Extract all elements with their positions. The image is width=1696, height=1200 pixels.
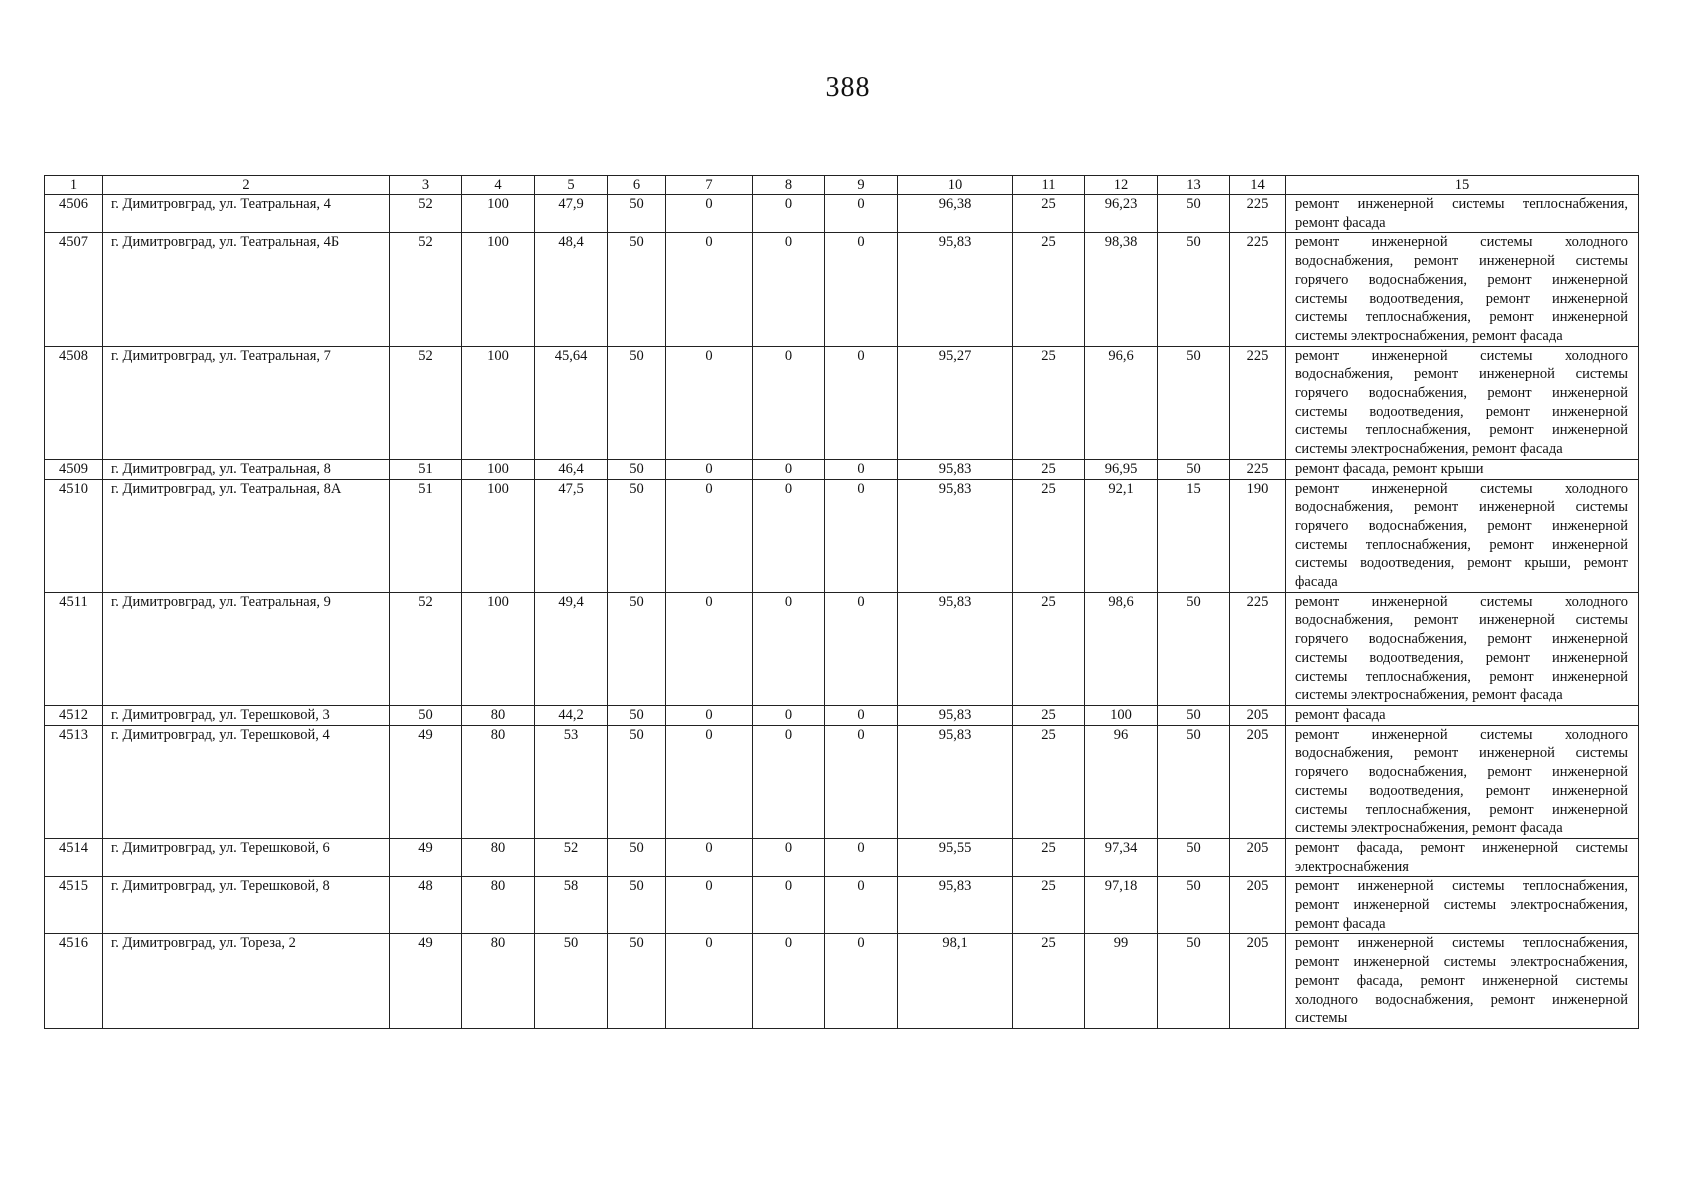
column-number: 13 bbox=[1158, 176, 1230, 195]
address-cell: г. Димитровград, ул. Театральная, 8 bbox=[103, 459, 390, 479]
value-cell-10: 95,83 bbox=[898, 877, 1013, 934]
value-cell-10: 95,83 bbox=[898, 725, 1013, 838]
repair-works-cell: ремонт инженерной системы теплоснабжения, ремонт инженерной системы электроснабжения, ремонт фасада bbox=[1286, 877, 1639, 934]
value-cell-9: 0 bbox=[825, 346, 898, 459]
value-cell-4: 100 bbox=[462, 479, 535, 592]
value-cell-3: 52 bbox=[390, 346, 462, 459]
value-cell-9: 0 bbox=[825, 459, 898, 479]
value-cell-7: 0 bbox=[666, 479, 753, 592]
address-cell: г. Димитровград, ул. Терешковой, 6 bbox=[103, 838, 390, 876]
repair-works-cell: ремонт инженерной системы холодного водоснабжения, ремонт инженерной системы горячего водоснабжения, ремонт инженерной системы водоотведения, ремонт инженерной системы теплоснабжения, ремонт инженерной системы электроснабжения, ремонт фасада bbox=[1286, 233, 1639, 346]
table-row bbox=[45, 838, 1639, 876]
value-cell-5: 45,64 bbox=[535, 346, 608, 459]
value-cell-8: 0 bbox=[753, 346, 825, 459]
table-row bbox=[45, 705, 1639, 725]
value-cell-11: 25 bbox=[1013, 346, 1085, 459]
value-cell-12: 92,1 bbox=[1085, 479, 1158, 592]
column-number: 12 bbox=[1085, 176, 1158, 195]
table-row bbox=[45, 346, 1639, 459]
repair-works-cell: ремонт фасада bbox=[1286, 705, 1639, 725]
value-cell-7: 0 bbox=[666, 592, 753, 705]
value-cell-8: 0 bbox=[753, 725, 825, 838]
value-cell-3: 50 bbox=[390, 705, 462, 725]
address-cell: г. Димитровград, ул. Театральная, 4Б bbox=[103, 233, 390, 346]
total-score-cell: 190 bbox=[1230, 479, 1286, 592]
value-cell-13: 50 bbox=[1158, 838, 1230, 876]
value-cell-7: 0 bbox=[666, 346, 753, 459]
value-cell-7: 0 bbox=[666, 459, 753, 479]
row-number-cell: 4511 bbox=[45, 592, 103, 705]
row-number-cell: 4509 bbox=[45, 459, 103, 479]
value-cell-5: 58 bbox=[535, 877, 608, 934]
table-header bbox=[45, 176, 1639, 195]
value-cell-11: 25 bbox=[1013, 459, 1085, 479]
value-cell-9: 0 bbox=[825, 592, 898, 705]
total-score-cell: 205 bbox=[1230, 934, 1286, 1029]
repair-works-cell: ремонт фасада, ремонт инженерной системы электроснабжения bbox=[1286, 838, 1639, 876]
value-cell-5: 44,2 bbox=[535, 705, 608, 725]
page-number: 388 bbox=[825, 72, 871, 103]
column-number: 15 bbox=[1286, 176, 1639, 195]
value-cell-9: 0 bbox=[825, 195, 898, 233]
address-cell: г. Димитровград, ул. Терешковой, 4 bbox=[103, 725, 390, 838]
value-cell-4: 100 bbox=[462, 346, 535, 459]
table-row bbox=[45, 877, 1639, 934]
value-cell-11: 25 bbox=[1013, 838, 1085, 876]
value-cell-3: 52 bbox=[390, 592, 462, 705]
column-number: 3 bbox=[390, 176, 462, 195]
value-cell-10: 95,83 bbox=[898, 479, 1013, 592]
value-cell-8: 0 bbox=[753, 877, 825, 934]
value-cell-8: 0 bbox=[753, 195, 825, 233]
value-cell-7: 0 bbox=[666, 195, 753, 233]
value-cell-5: 48,4 bbox=[535, 233, 608, 346]
row-number-cell: 4513 bbox=[45, 725, 103, 838]
repair-works-cell: ремонт инженерной системы теплоснабжения, ремонт фасада bbox=[1286, 195, 1639, 233]
value-cell-9: 0 bbox=[825, 233, 898, 346]
row-number-cell: 4516 bbox=[45, 934, 103, 1029]
address-cell: г. Димитровград, ул. Театральная, 7 bbox=[103, 346, 390, 459]
total-score-cell: 225 bbox=[1230, 592, 1286, 705]
value-cell-6: 50 bbox=[608, 592, 666, 705]
value-cell-6: 50 bbox=[608, 877, 666, 934]
address-cell: г. Димитровград, ул. Терешковой, 8 bbox=[103, 877, 390, 934]
value-cell-6: 50 bbox=[608, 346, 666, 459]
value-cell-3: 52 bbox=[390, 233, 462, 346]
value-cell-10: 95,55 bbox=[898, 838, 1013, 876]
value-cell-10: 98,1 bbox=[898, 934, 1013, 1029]
row-number-cell: 4508 bbox=[45, 346, 103, 459]
value-cell-5: 49,4 bbox=[535, 592, 608, 705]
value-cell-5: 50 bbox=[535, 934, 608, 1029]
value-cell-5: 47,9 bbox=[535, 195, 608, 233]
column-number: 10 bbox=[898, 176, 1013, 195]
value-cell-4: 100 bbox=[462, 233, 535, 346]
value-cell-11: 25 bbox=[1013, 705, 1085, 725]
value-cell-9: 0 bbox=[825, 479, 898, 592]
value-cell-10: 95,27 bbox=[898, 346, 1013, 459]
value-cell-12: 97,18 bbox=[1085, 877, 1158, 934]
value-cell-7: 0 bbox=[666, 838, 753, 876]
total-score-cell: 205 bbox=[1230, 725, 1286, 838]
value-cell-12: 96 bbox=[1085, 725, 1158, 838]
value-cell-12: 98,38 bbox=[1085, 233, 1158, 346]
column-number: 1 bbox=[45, 176, 103, 195]
table-row bbox=[45, 195, 1639, 233]
value-cell-7: 0 bbox=[666, 877, 753, 934]
address-cell: г. Димитровград, ул. Театральная, 8А bbox=[103, 479, 390, 592]
value-cell-8: 0 bbox=[753, 705, 825, 725]
total-score-cell: 205 bbox=[1230, 838, 1286, 876]
address-cell: г. Димитровград, ул. Тореза, 2 bbox=[103, 934, 390, 1029]
value-cell-3: 52 bbox=[390, 195, 462, 233]
row-number-cell: 4512 bbox=[45, 705, 103, 725]
value-cell-4: 80 bbox=[462, 934, 535, 1029]
value-cell-13: 50 bbox=[1158, 459, 1230, 479]
value-cell-13: 50 bbox=[1158, 592, 1230, 705]
value-cell-10: 95,83 bbox=[898, 592, 1013, 705]
table-row bbox=[45, 479, 1639, 592]
column-number: 4 bbox=[462, 176, 535, 195]
value-cell-11: 25 bbox=[1013, 934, 1085, 1029]
value-cell-11: 25 bbox=[1013, 233, 1085, 346]
value-cell-12: 98,6 bbox=[1085, 592, 1158, 705]
value-cell-3: 49 bbox=[390, 934, 462, 1029]
value-cell-8: 0 bbox=[753, 479, 825, 592]
table-row bbox=[45, 459, 1639, 479]
table-body bbox=[45, 195, 1639, 1029]
total-score-cell: 225 bbox=[1230, 346, 1286, 459]
table-row bbox=[45, 233, 1639, 346]
value-cell-6: 50 bbox=[608, 838, 666, 876]
value-cell-10: 95,83 bbox=[898, 705, 1013, 725]
column-number: 14 bbox=[1230, 176, 1286, 195]
value-cell-12: 100 bbox=[1085, 705, 1158, 725]
address-cell: г. Димитровград, ул. Театральная, 4 bbox=[103, 195, 390, 233]
value-cell-11: 25 bbox=[1013, 592, 1085, 705]
value-cell-6: 50 bbox=[608, 195, 666, 233]
value-cell-13: 50 bbox=[1158, 346, 1230, 459]
value-cell-9: 0 bbox=[825, 934, 898, 1029]
value-cell-8: 0 bbox=[753, 838, 825, 876]
value-cell-12: 99 bbox=[1085, 934, 1158, 1029]
value-cell-9: 0 bbox=[825, 725, 898, 838]
value-cell-4: 80 bbox=[462, 725, 535, 838]
value-cell-3: 51 bbox=[390, 459, 462, 479]
value-cell-5: 46,4 bbox=[535, 459, 608, 479]
value-cell-7: 0 bbox=[666, 233, 753, 346]
value-cell-13: 50 bbox=[1158, 705, 1230, 725]
repair-works-cell: ремонт инженерной системы холодного водоснабжения, ремонт инженерной системы горячего водоснабжения, ремонт инженерной системы водоотведения, ремонт инженерной системы теплоснабжения, ремонт инженерной системы электроснабжения, ремонт фасада bbox=[1286, 592, 1639, 705]
value-cell-10: 95,83 bbox=[898, 233, 1013, 346]
column-number: 2 bbox=[103, 176, 390, 195]
value-cell-3: 48 bbox=[390, 877, 462, 934]
value-cell-4: 100 bbox=[462, 195, 535, 233]
value-cell-4: 80 bbox=[462, 877, 535, 934]
row-number-cell: 4515 bbox=[45, 877, 103, 934]
table-row bbox=[45, 725, 1639, 838]
total-score-cell: 225 bbox=[1230, 459, 1286, 479]
row-number-cell: 4507 bbox=[45, 233, 103, 346]
value-cell-13: 50 bbox=[1158, 725, 1230, 838]
repair-works-cell: ремонт инженерной системы холодного водоснабжения, ремонт инженерной системы горячего водоснабжения, ремонт инженерной системы водоотведения, ремонт инженерной системы теплоснабжения, ремонт инженерной системы электроснабжения, ремонт фасада bbox=[1286, 725, 1639, 838]
column-number: 7 bbox=[666, 176, 753, 195]
value-cell-7: 0 bbox=[666, 725, 753, 838]
value-cell-9: 0 bbox=[825, 705, 898, 725]
value-cell-5: 53 bbox=[535, 725, 608, 838]
row-number-cell: 4506 bbox=[45, 195, 103, 233]
value-cell-13: 50 bbox=[1158, 195, 1230, 233]
value-cell-3: 49 bbox=[390, 838, 462, 876]
value-cell-11: 25 bbox=[1013, 195, 1085, 233]
total-score-cell: 205 bbox=[1230, 705, 1286, 725]
value-cell-6: 50 bbox=[608, 705, 666, 725]
row-number-cell: 4510 bbox=[45, 479, 103, 592]
value-cell-4: 100 bbox=[462, 592, 535, 705]
value-cell-6: 50 bbox=[608, 233, 666, 346]
value-cell-11: 25 bbox=[1013, 725, 1085, 838]
value-cell-13: 15 bbox=[1158, 479, 1230, 592]
value-cell-6: 50 bbox=[608, 725, 666, 838]
column-number: 6 bbox=[608, 176, 666, 195]
value-cell-7: 0 bbox=[666, 705, 753, 725]
value-cell-8: 0 bbox=[753, 233, 825, 346]
column-number: 5 bbox=[535, 176, 608, 195]
column-number-row bbox=[45, 176, 1639, 195]
row-number-cell: 4514 bbox=[45, 838, 103, 876]
repair-works-cell: ремонт инженерной системы холодного водоснабжения, ремонт инженерной системы горячего водоснабжения, ремонт инженерной системы водоотведения, ремонт инженерной системы теплоснабжения, ремонт инженерной системы электроснабжения, ремонт фасада bbox=[1286, 346, 1639, 459]
value-cell-6: 50 bbox=[608, 479, 666, 592]
value-cell-8: 0 bbox=[753, 934, 825, 1029]
value-cell-6: 50 bbox=[608, 459, 666, 479]
table-row bbox=[45, 934, 1639, 1029]
value-cell-4: 100 bbox=[462, 459, 535, 479]
value-cell-8: 0 bbox=[753, 592, 825, 705]
value-cell-9: 0 bbox=[825, 877, 898, 934]
value-cell-12: 96,23 bbox=[1085, 195, 1158, 233]
value-cell-12: 96,6 bbox=[1085, 346, 1158, 459]
value-cell-3: 51 bbox=[390, 479, 462, 592]
value-cell-13: 50 bbox=[1158, 877, 1230, 934]
value-cell-4: 80 bbox=[462, 705, 535, 725]
address-cell: г. Димитровград, ул. Театральная, 9 bbox=[103, 592, 390, 705]
value-cell-8: 0 bbox=[753, 459, 825, 479]
address-cell: г. Димитровград, ул. Терешковой, 3 bbox=[103, 705, 390, 725]
value-cell-4: 80 bbox=[462, 838, 535, 876]
value-cell-7: 0 bbox=[666, 934, 753, 1029]
column-number: 8 bbox=[753, 176, 825, 195]
value-cell-12: 96,95 bbox=[1085, 459, 1158, 479]
repair-works-cell: ремонт инженерной системы теплоснабжения, ремонт инженерной системы электроснабжения, ремонт фасада, ремонт инженерной системы холодного водоснабжения, ремонт инженерной системы bbox=[1286, 934, 1639, 1029]
value-cell-13: 50 bbox=[1158, 233, 1230, 346]
value-cell-10: 96,38 bbox=[898, 195, 1013, 233]
value-cell-9: 0 bbox=[825, 838, 898, 876]
value-cell-13: 50 bbox=[1158, 934, 1230, 1029]
total-score-cell: 225 bbox=[1230, 195, 1286, 233]
value-cell-12: 97,34 bbox=[1085, 838, 1158, 876]
total-score-cell: 205 bbox=[1230, 877, 1286, 934]
total-score-cell: 225 bbox=[1230, 233, 1286, 346]
repair-works-cell: ремонт фасада, ремонт крыши bbox=[1286, 459, 1639, 479]
value-cell-5: 52 bbox=[535, 838, 608, 876]
value-cell-10: 95,83 bbox=[898, 459, 1013, 479]
repair-works-cell: ремонт инженерной системы холодного водоснабжения, ремонт инженерной системы горячего водоснабжения, ремонт инженерной системы теплоснабжения, ремонт инженерной системы водоотведения, ремонт крыши, ремонт фасада bbox=[1286, 479, 1639, 592]
repair-register-table bbox=[44, 175, 1639, 1029]
value-cell-6: 50 bbox=[608, 934, 666, 1029]
column-number: 9 bbox=[825, 176, 898, 195]
value-cell-3: 49 bbox=[390, 725, 462, 838]
value-cell-11: 25 bbox=[1013, 877, 1085, 934]
column-number: 11 bbox=[1013, 176, 1085, 195]
value-cell-5: 47,5 bbox=[535, 479, 608, 592]
table-row bbox=[45, 592, 1639, 705]
value-cell-11: 25 bbox=[1013, 479, 1085, 592]
